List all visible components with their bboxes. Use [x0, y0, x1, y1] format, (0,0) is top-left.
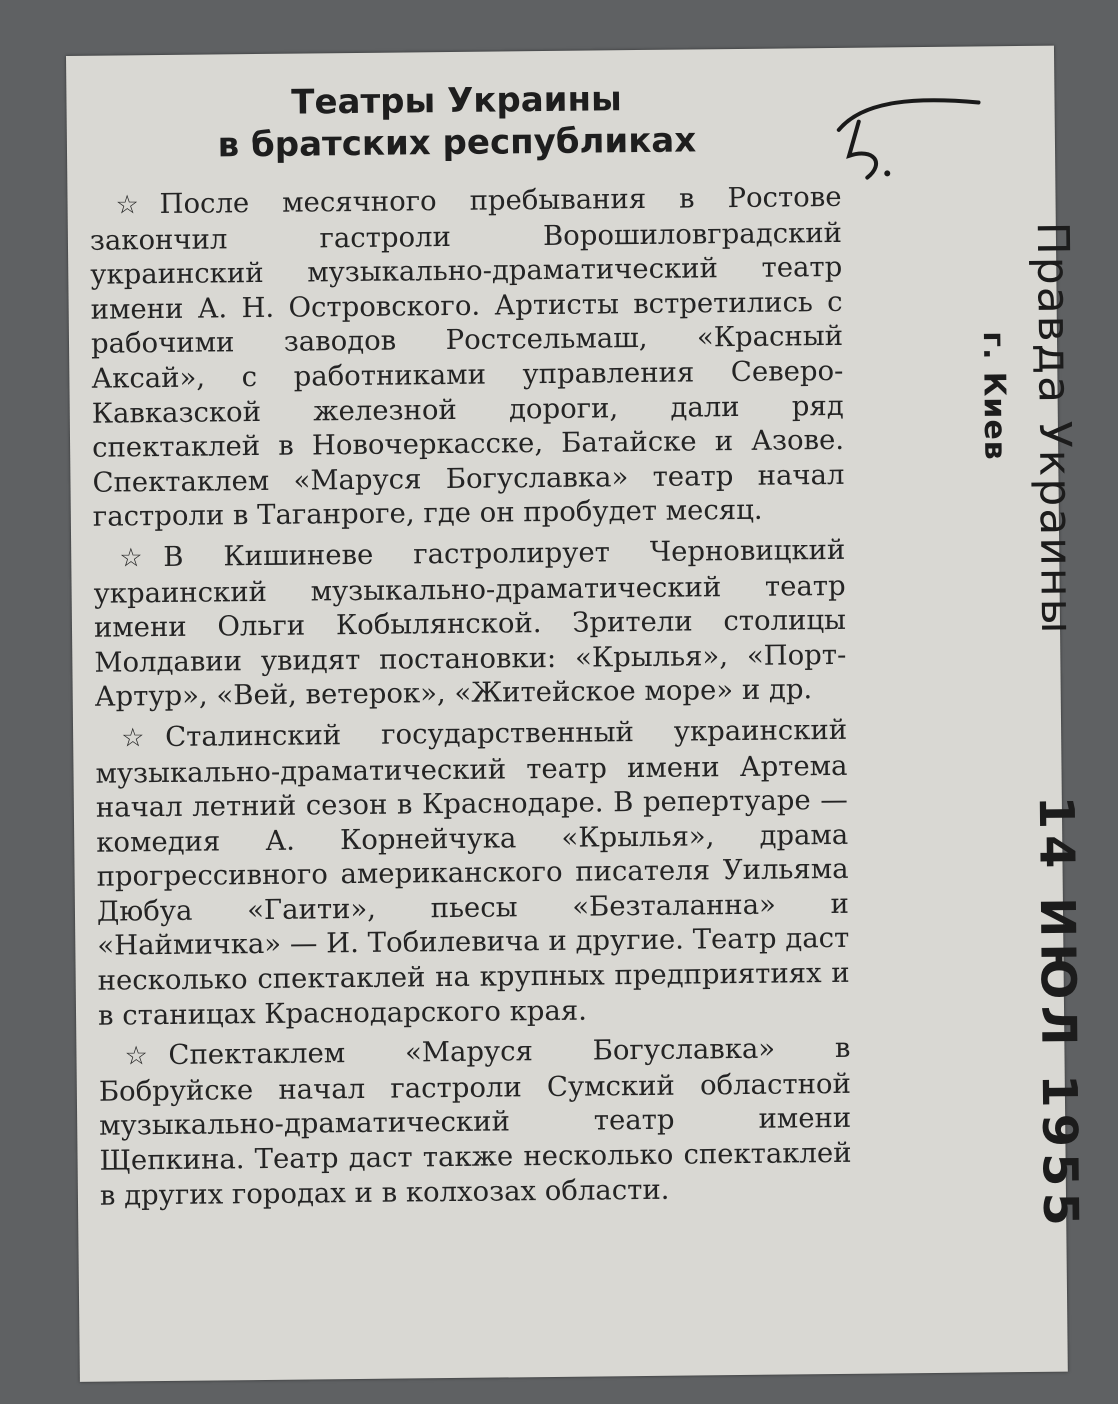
newspaper-clipping: [66, 46, 1089, 1382]
star-icon: ☆: [119, 543, 143, 574]
paragraph-text: В Кишиневе гастролирует Черновицкий украинский музыкально-драматический театр имени Ольги Кобылянской. Зрители столицы Молдавии увидят постановки: «Крылья», «Порт-Артур», «Вей, ветерок», «Житейское море» и др.: [93, 533, 847, 714]
headline-line-1: Театры Украины: [291, 79, 622, 123]
star-icon: ☆: [120, 723, 145, 754]
paragraph-text: После месячного пребывания в Ростове закончил гастроли Ворошиловградский украинский музыкально-драматический театр имени А. Н. Островского. Артисты встретились с рабочими заводов Ростсельмаш, «Красный Аксай», с работниками управления Северо-Кавказской железной дороги, дали ряд спектаклей в Новочеркасске, Батайске и Азове. Спектаклем «Маруся Богуславка» театр начал гастроли в Таганроге, где он пробудет месяц.: [89, 180, 845, 534]
article-paragraph-2: [93, 533, 847, 715]
star-icon: ☆: [115, 190, 140, 221]
article-paragraph-3: [95, 713, 850, 1033]
article-body: [89, 180, 852, 1219]
star-icon: ☆: [124, 1041, 148, 1072]
headline-line-2: в братских республиках: [217, 120, 697, 166]
source-stamp: [975, 165, 1116, 1233]
article-headline: [186, 77, 727, 167]
paragraph-text: Сталинский государственный украинский музыкально-драматический театр имени Артема начал летний сезон в Краснодаре. В репертуаре — комедия А. Корнейчука «Крылья», драма прогрессивного американского писателя Уильяма Дюбуа «Гаити», пьесы «Безталанна» и «Наймичка» — И. Тобилевича и другие. Театр даст несколько спектаклей на крупных предприятиях и в станицах Краснодарского края.: [95, 713, 850, 1032]
paragraph-text: Спектаклем «Маруся Богуславка» в Бобруйске начал гастроли Сумский областной музыкально-драматический театр имени Щепкина. Театр даст также несколько спектаклей в других городах и в колхозах области.: [98, 1032, 852, 1212]
article-paragraph-1: [89, 180, 845, 535]
stamp-date: 14 ИЮЛ 1955: [1027, 795, 1089, 1233]
stamp-city: г. Киев: [975, 331, 1013, 461]
article-paragraph-4: [98, 1031, 852, 1213]
handwritten-number-mark: [818, 76, 989, 178]
stamp-newspaper-name: Правда Украины: [1026, 221, 1083, 636]
